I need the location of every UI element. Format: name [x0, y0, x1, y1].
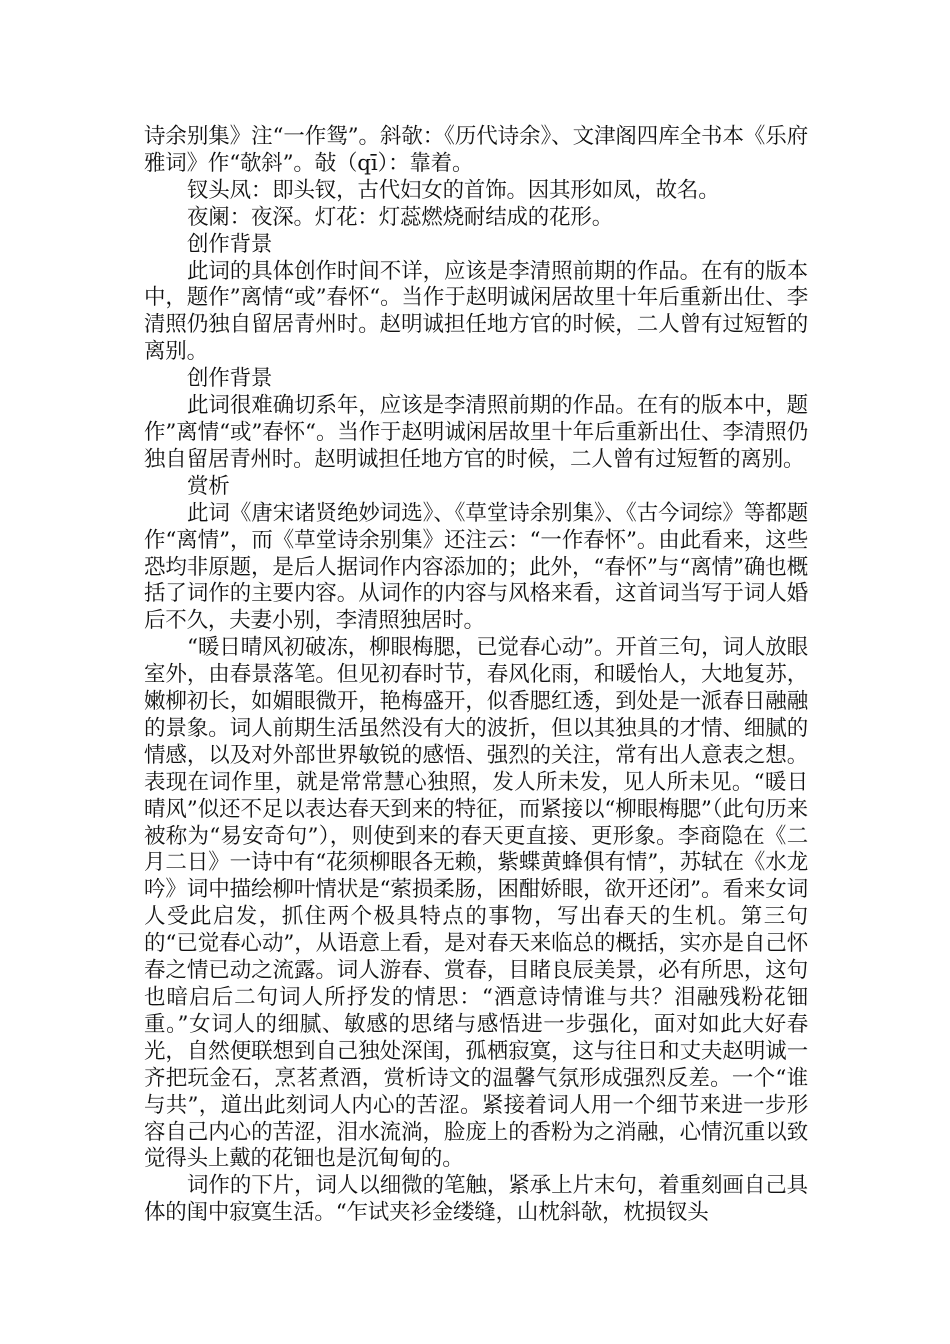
paragraph-appreciation-3: 词作的下片，词人以细微的笔触，紧承上片末句，着重刻画自己具体的闺中寂寞生活。“乍试夹衫金缕缝，山枕斜欹，枕损钗头 — [144, 1173, 808, 1226]
paragraph-appreciation-1: 此词《唐宋诸贤绝妙词选》、《草堂诗余别集》、《古今词综》等都题作“离情”，而《草堂诗余别集》还注云：“一作春怀”。由此看来，这些恐均非原题，是后人据词作内容添加的；此外，“春怀”与“离情”确也概括了词作的主要内容。从词作的内容与风格来看，这首词当写于词人婚后不久，夫妻小别，李清照独居时。 — [144, 500, 808, 634]
paragraph-annotation-continued: 诗余别集》注“一作鸳”。斜欹：《历代诗余》、文津阁四库全书本《乐府雅词》作“欹斜”。敧（qī）：靠着。 — [144, 124, 808, 176]
document-page — [144, 124, 808, 1227]
section-heading-background-2: 创作背景 — [187, 366, 273, 392]
paragraph-appreciation-2: “暖日晴风初破冻，柳眼梅腮，已觉春心动”。开首三句，词人放眼室外，由春景落笔。但见初春时节，春风化雨，和暖怡人，大地复苏，嫩柳初长，如媚眼微开，艳梅盛开，似香腮红透，到处是一派春日融融的景象。词人前期生活虽然没有大的波折，但以其独具的才情、细腻的情感，以及对外部世界敏锐的感悟、强烈的关注，常有出人意表之想。表现在词作里，就是常常慧心独照，发人所未发，见人所未见。“暖日晴风”似还不足以表达春天到来的特征，而紧接以“柳眼梅腮”（此句历来被称为“易安奇句”），则使到来的春天更直接、更形象。李商隐在《二月二日》一诗中有“花须柳眼各无赖，紫蝶黄蜂俱有情”，苏轼在《水龙吟》词中描绘柳叶情状是“萦损柔肠，困酣娇眼，欲开还闭”。看来女词人受此启发，抓住两个极具特点的事物，写出春天的生机。第三句的“已觉春心动”，从语意上看，是对春天来临总的概括，实亦是自己怀春之情已动之流露。词人游春、赏春，目睹良辰美景，必有所思，这句也暗启后二句词人所抒发的情思：“酒意诗情谁与共？泪融残粉花钿重。”女词人的细腻、敏感的思绪与感悟进一步强化，面对如此大好春光，自然便联想到自己独处深闺，孤栖寂寞，这与往日和丈夫赵明诚一齐把玩金石，烹茗煮酒，赏析诗文的温馨气氛形成强烈反差。一个“谁与共”，道出此刻词人内心的苦涩。紧接着词人用一个细节来进一步形容自己内心的苦涩，泪水流淌，脸庞上的香粉为之消融，心情沉重以致觉得头上戴的花钿也是沉甸甸的。 — [144, 635, 808, 1172]
paragraph-background-1: 此词的具体创作时间不详，应该是李清照前期的作品。在有的版本中，题作”离情“或”春怀“。当作于赵明诚闲居故里十年后重新出仕、李清照仍独自留居青州时。赵明诚担任地方官的时候，二人曾有过短暂的离别。 — [144, 258, 808, 365]
paragraph-annotation-yelan: 夜阑：夜深。灯花：灯蕊燃烧耐结成的花形。 — [187, 204, 614, 230]
paragraph-background-2: 此词很难确切系年，应该是李清照前期的作品。在有的版本中，题作”离情“或”春怀“。当作于赵明诚闲居故里十年后重新出仕、李清照仍独自留居青州时。赵明诚担任地方官的时候，二人曾有过短暂的离别。 — [144, 393, 808, 472]
paragraph-annotation-chaitoufeng: 钗头凤：即头钗，古代妇女的首饰。因其形如凤，故名。 — [187, 177, 720, 203]
section-heading-appreciation: 赏析 — [187, 473, 230, 499]
section-heading-background: 创作背景 — [187, 231, 273, 257]
